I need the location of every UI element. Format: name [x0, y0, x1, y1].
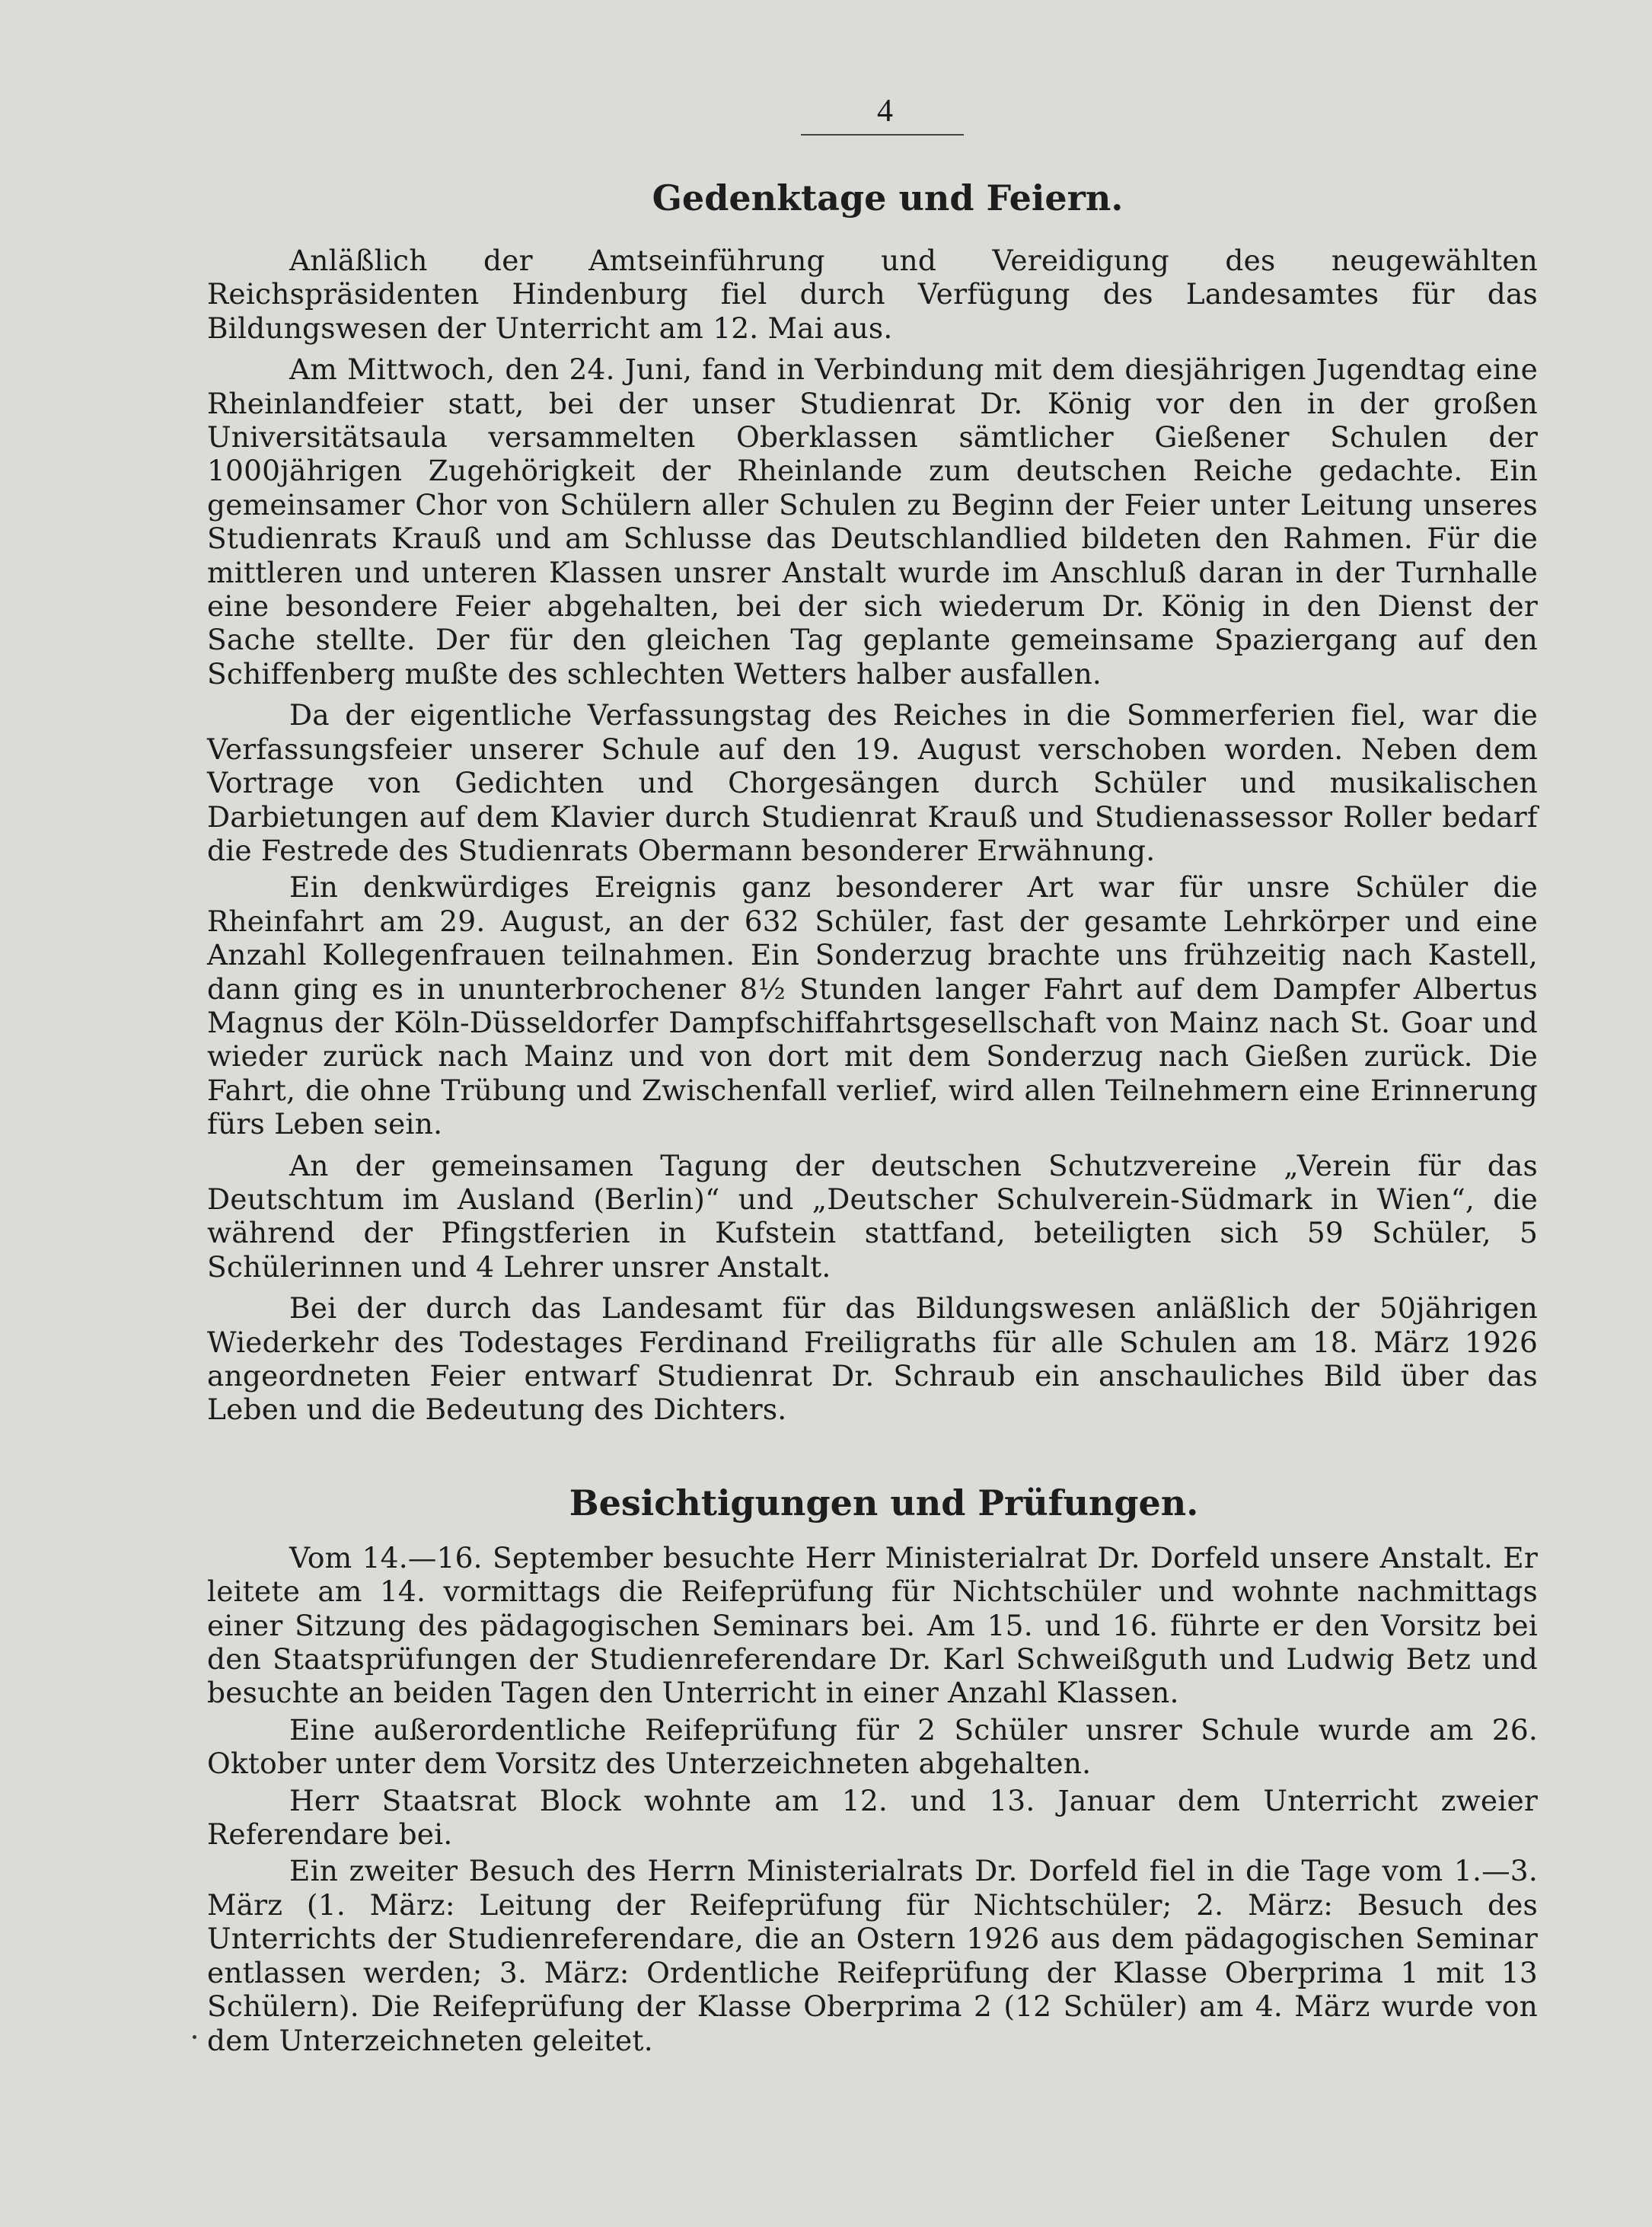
page-content: [207, 174, 1538, 2057]
paragraph: Bei der durch das Landesamt für das Bildungswesen anläßlich der 50jährigen Wiederkehr des Todestages Ferdinand Freiligraths für alle Schulen am 18. März 1926 angeordneten Feier entwarf Studienrat Dr. Schraub ein anschauliches Bild über das Leben und die Bedeutung des Dichters.: [207, 1291, 1538, 1427]
paragraph: Ein zweiter Besuch des Herrn Ministerialrats Dr. Dorfeld fiel in die Tage vom 1.—3. März (1. März: Leitung der Reifeprüfung für Nichtschüler; 2. März: Besuch des Unterrichts der Studienreferendare, die an Ostern 1926 aus dem pädagogischen Seminar entlassen werden; 3. März: Ordentliche Reifeprüfung der Klasse Oberprima 1 mit 13 Schülern). Die Reifeprüfung der Klasse Oberprima 2 (12 Schüler) am 4. März wurde von dem Unterzeichneten geleitet.: [207, 1854, 1538, 2057]
section-title-gedenktage: Gedenktage und Feiern.: [652, 177, 1124, 219]
paragraph: Ein denkwürdiges Ereignis ganz besonderer Art war für unsre Schüler die Rheinfahrt am 29. August, an der 632 Schüler, fast der gesamte Lehrkörper und eine Anzahl Kollegenfrauen teilnahmen. Ein Sonderzug brachte uns frühzeitig nach Kastell, dann ging es in ununterbrochener 8½ Stunden langer Fahrt auf dem Dampfer Albertus Magnus der Köln-Düsseldorfer Dampfschiffahrtsgesellschaft von Mainz nach St. Goar und wieder zurück nach Mainz und von dort mit dem Sonderzug nach Gießen zurück. Die Fahrt, die ohne Trübung und Zwischenfall verlief, wird allen Teilnehmern eine Erinnerung fürs Leben sein.: [207, 870, 1538, 1141]
paragraph: Da der eigentliche Verfassungstag des Reiches in die Sommerferien fiel, war die Verfassungsfeier unserer Schule auf den 19. August verschoben worden. Neben dem Vortrage von Gedichten und Chorgesängen durch Schüler und musikalischen Darbietungen auf dem Klavier durch Studienrat Krauß und Studienassessor Roller bedarf die Festrede des Studienrats Obermann besonderer Erwähnung.: [207, 698, 1538, 867]
paragraph: Eine außerordentliche Reifeprüfung für 2 Schüler unsrer Schule wurde am 26. Oktober unter dem Vorsitz des Unterzeichneten abgehalten.: [207, 1712, 1538, 1781]
paragraph: Anläßlich der Amtseinführung und Vereidigung des neugewählten Reichspräsidenten Hindenburg fiel durch Verfügung des Landesamtes für das Bildungswesen der Unterricht am 12. Mai aus.: [207, 244, 1538, 345]
section-title-besichtigungen: Besichtigungen und Prüfungen.: [569, 1482, 1199, 1523]
ink-speck: [193, 2035, 196, 2039]
paragraph: Vom 14.—16. September besuchte Herr Ministerialrat Dr. Dorfeld unsere Anstalt. Er leitete am 14. vormittags die Reifeprüfung für Nichtschüler und wohnte nachmittags einer Sitzung des pädagogischen Seminars bei. Am 15. und 16. führte er den Vorsitz bei den Staatsprüfungen der Studienreferendare Dr. Karl Schweißguth und Ludwig Betz und besuchte an beiden Tagen den Unterricht in einer Anzahl Klassen.: [207, 1540, 1538, 1710]
paragraph: Am Mittwoch, den 24. Juni, fand in Verbindung mit dem diesjährigen Jugendtag eine Rheinlandfeier statt, bei der unser Studienrat Dr. König vor den in der großen Universitätsaula versammelten Oberklassen sämtlicher Gießener Schulen der 1000jährigen Zugehörigkeit der Rheinlande zum deutschen Reiche gedachte. Ein gemeinsamer Chor von Schülern aller Schulen zu Beginn der Feier unter Leitung unseres Studienrats Krauß und am Schlusse das Deutschlandlied bildeten den Rahmen. Für die mittleren und unteren Klassen unsrer Anstalt wurde im Anschluß daran in der Turnhalle eine besondere Feier abgehalten, bei der sich wiederum Dr. König in den Dienst der Sache stellte. Der für den gleichen Tag geplante gemeinsame Spaziergang auf den Schiffenberg mußte des schlechten Wetters halber ausfallen.: [207, 353, 1538, 691]
paragraph: An der gemeinsamen Tagung der deutschen Schutzvereine „Verein für das Deutschtum im Ausland (Berlin)“ und „Deutscher Schulverein-Südmark in Wien“, die während der Pfingstferien in Kufstein stattfand, beteiligten sich 59 Schüler, 5 Schülerinnen und 4 Lehrer unsrer Anstalt.: [207, 1148, 1538, 1284]
page-number: 4: [877, 94, 893, 129]
page-number-rule: [801, 134, 964, 136]
paragraph: Herr Staatsrat Block wohnte am 12. und 13. Januar dem Unterricht zweier Referendare bei.: [207, 1783, 1538, 1852]
